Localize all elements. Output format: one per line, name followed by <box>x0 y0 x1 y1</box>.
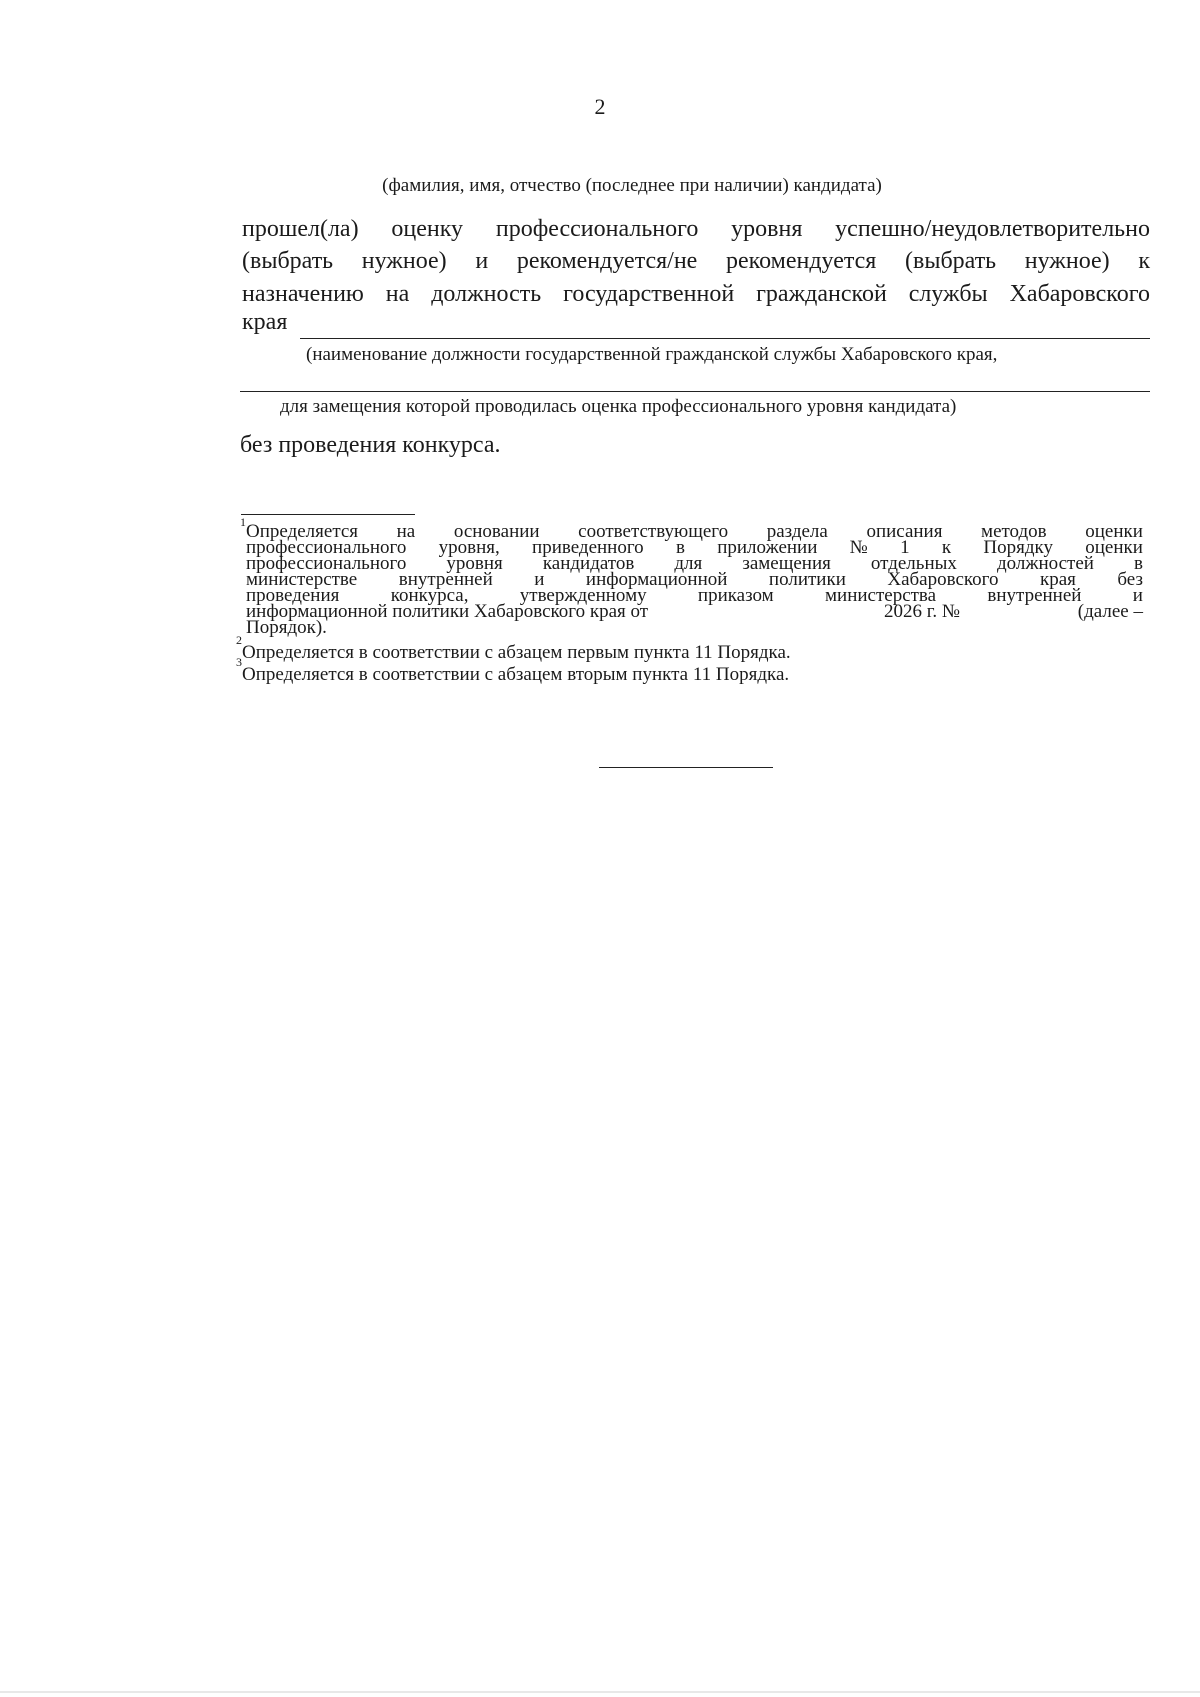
word: приведенного <box>532 537 644 558</box>
word: рекомендуется <box>726 248 877 274</box>
footnote-mark: 1 <box>240 515 246 529</box>
word: уровня <box>731 216 803 242</box>
word: Хабаровского <box>887 569 999 590</box>
word: проведения <box>246 585 340 606</box>
word: методов <box>981 521 1047 542</box>
word: и <box>1132 585 1143 606</box>
word: раздела <box>766 521 828 542</box>
end-of-document-line <box>599 767 773 768</box>
caption-position-purpose: для замещения которой проводилась оценка профессионального уровня кандидата) <box>280 396 957 417</box>
word: (далее – <box>1077 601 1143 622</box>
word: Хабаровского <box>1009 281 1150 307</box>
word: должность <box>431 281 542 307</box>
word: должностей <box>996 553 1094 574</box>
footnote-separator <box>241 514 415 515</box>
word: государственной <box>563 281 735 307</box>
word: внутренней <box>398 569 493 590</box>
paragraph-line-4: края <box>242 309 288 335</box>
word: утвержденному <box>519 585 647 606</box>
word: кандидатов <box>542 553 635 574</box>
word: министерства <box>825 585 937 606</box>
word: (выбрать <box>242 248 334 274</box>
footnote-mark: 2 <box>236 633 242 647</box>
word: профессионального <box>246 553 407 574</box>
word: для <box>674 553 703 574</box>
word: оценку <box>391 216 464 242</box>
word: профессионального <box>246 537 407 558</box>
position-fill-line-1 <box>300 338 1150 339</box>
word: уровня <box>446 553 503 574</box>
word: рекомендуется/не <box>516 248 698 274</box>
word: основании <box>453 521 540 542</box>
word: к <box>941 537 952 558</box>
position-fill-line-2 <box>240 391 1150 392</box>
footnote-1-line-7: Порядок). <box>246 617 327 638</box>
word: уровня, <box>438 537 500 558</box>
word: политики <box>768 569 846 590</box>
word: приложении <box>717 537 818 558</box>
word: 2026 г. № <box>884 601 961 622</box>
word: профессионального <box>495 216 699 242</box>
word: края <box>1039 569 1076 590</box>
caption-position-name: (наименование должности государственной гражданской службы Хабаровского края, <box>306 344 998 365</box>
paragraph-line-1 <box>242 214 1150 244</box>
word: и <box>534 569 545 590</box>
word: гражданской <box>756 281 887 307</box>
word: (выбрать <box>905 248 997 274</box>
closing-text: без проведения конкурса. <box>240 432 501 458</box>
word: на <box>396 521 416 542</box>
paragraph-line-2 <box>242 246 1150 276</box>
word: конкурса, <box>390 585 469 606</box>
footnote-2: $^2$Определяется в соответствии с абзацем первым пункта 11 Порядка. <box>236 633 791 663</box>
word: прошел(ла) <box>242 216 359 242</box>
word: назначению <box>242 281 364 307</box>
caption-candidate-name: (фамилия, имя, отчество (последнее при наличии) кандидата) <box>382 175 882 196</box>
word: в <box>1134 553 1143 574</box>
footnote-mark: 3 <box>236 655 242 669</box>
word: в <box>675 537 685 558</box>
word: описания <box>866 521 943 542</box>
word: успешно/неудовлетворительно <box>835 216 1150 242</box>
word: и <box>475 248 489 274</box>
word: отдельных <box>870 553 957 574</box>
word: министерстве <box>246 569 358 590</box>
word: № <box>849 537 868 558</box>
word: нужное) <box>361 248 447 274</box>
word: $^1$Определяется <box>240 515 359 542</box>
word: оценки <box>1085 521 1143 542</box>
word: соответствующего <box>578 521 729 542</box>
word: без <box>1117 569 1143 590</box>
word: информационной <box>585 569 728 590</box>
word: замещения <box>742 553 831 574</box>
word: нужное) <box>1024 248 1110 274</box>
word: информационной политики Хабаровского края от <box>246 601 649 622</box>
word: службы <box>908 281 988 307</box>
word: на <box>385 281 410 307</box>
word: оценки <box>1085 537 1143 558</box>
word: Порядку <box>983 537 1053 558</box>
word: приказом <box>697 585 774 606</box>
scan-edge <box>0 1691 1200 1693</box>
word: внутренней <box>987 585 1082 606</box>
footnote-1-line-6 <box>246 601 1143 622</box>
word: 1 <box>900 537 910 558</box>
footnote-3: $^3$Определяется в соответствии с абзацем вторым пункта 11 Порядка. <box>236 655 790 685</box>
paragraph-line-3 <box>242 279 1150 309</box>
page-number: 2 <box>594 94 606 119</box>
word: к <box>1138 248 1150 274</box>
